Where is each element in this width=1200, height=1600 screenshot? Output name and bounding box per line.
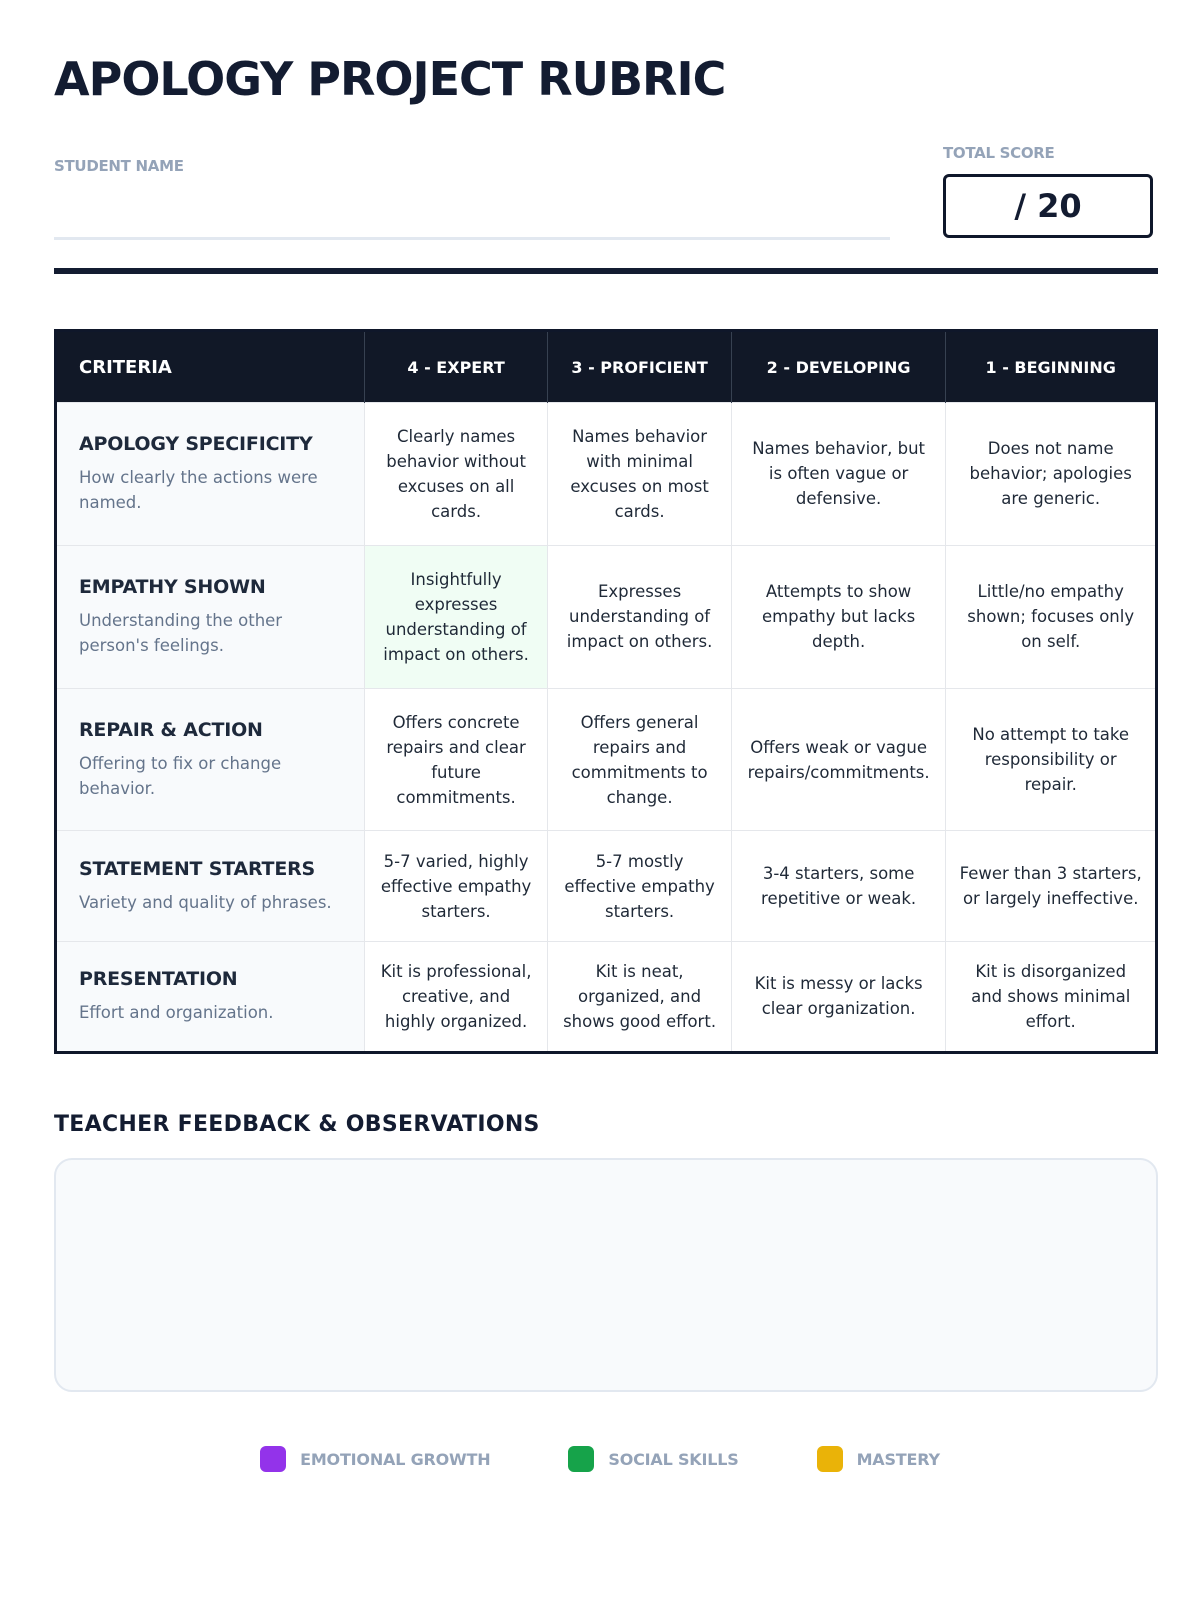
- rubric-row-apology-specificity: [56, 403, 1157, 546]
- criteria-cell: [56, 688, 365, 831]
- legend-item-emotional-growth: [260, 1446, 490, 1472]
- column-header-criteria: CRITERIA: [56, 331, 365, 403]
- criteria-description: Offering to fix or change behavior.: [79, 754, 282, 799]
- level-cell-expert[interactable]: Kit is professional, creative, and highly organized.: [364, 941, 548, 1052]
- header-divider: [54, 268, 1158, 274]
- legend-item-mastery: [817, 1446, 940, 1472]
- level-cell-expert[interactable]: Clearly names behavior without excuses on all cards.: [364, 403, 548, 546]
- criteria-cell: [56, 831, 365, 941]
- column-header-developing: 2 - DEVELOPING: [731, 331, 946, 403]
- level-cell-beginning[interactable]: Fewer than 3 starters, or largely ineffective.: [946, 831, 1157, 941]
- rubric-header-row: [56, 331, 1157, 403]
- level-cell-expert-selected[interactable]: Insightfully expresses understanding of impact on others.: [364, 545, 548, 688]
- criteria-description: Effort and organization.: [79, 1003, 274, 1023]
- column-header-proficient: 3 - PROFICIENT: [548, 331, 732, 403]
- level-cell-proficient[interactable]: Kit is neat, organized, and shows good effort.: [548, 941, 732, 1052]
- legend-swatch-purple: [260, 1446, 286, 1472]
- criteria-cell: [56, 941, 365, 1052]
- column-header-expert: 4 - EXPERT: [364, 331, 548, 403]
- level-cell-developing[interactable]: Offers weak or vague repairs/commitments.: [731, 688, 946, 831]
- total-score-value: / 20: [1014, 187, 1082, 225]
- legend-swatch-yellow: [817, 1446, 843, 1472]
- feedback-title: TEACHER FEEDBACK & OBSERVATIONS: [54, 1112, 540, 1137]
- student-name-label: STUDENT NAME: [54, 157, 184, 175]
- rubric-row-presentation: [56, 941, 1157, 1052]
- column-header-beginning: 1 - BEGINNING: [946, 331, 1157, 403]
- level-cell-developing[interactable]: 3-4 starters, some repetitive or weak.: [731, 831, 946, 941]
- legend-label: EMOTIONAL GROWTH: [300, 1449, 491, 1469]
- criteria-name: STATEMENT STARTERS: [79, 858, 316, 881]
- level-cell-proficient[interactable]: 5-7 mostly effective empathy starters.: [548, 831, 732, 941]
- level-cell-beginning[interactable]: Does not name behavior; apologies are generic.: [946, 403, 1157, 546]
- criteria-name: REPAIR & ACTION: [79, 719, 263, 742]
- level-cell-developing[interactable]: Names behavior, but is often vague or defensive.: [731, 403, 946, 546]
- legend-item-social-skills: [568, 1446, 738, 1472]
- criteria-name: EMPATHY SHOWN: [79, 576, 266, 599]
- level-cell-proficient[interactable]: Names behavior with minimal excuses on most cards.: [548, 403, 732, 546]
- level-cell-proficient[interactable]: Expresses understanding of impact on others.: [548, 545, 732, 688]
- rubric-table: [54, 329, 1158, 1054]
- criteria-description: Variety and quality of phrases.: [79, 893, 332, 913]
- rubric-row-statement-starters: [56, 831, 1157, 941]
- level-cell-developing[interactable]: Attempts to show empathy but lacks depth.: [731, 545, 946, 688]
- criteria-name: PRESENTATION: [79, 968, 238, 991]
- criteria-cell: [56, 545, 365, 688]
- total-score-label: TOTAL SCORE: [943, 144, 1055, 162]
- legend-label: SOCIAL SKILLS: [608, 1449, 739, 1469]
- feedback-textarea[interactable]: [54, 1158, 1158, 1392]
- legend: [0, 1446, 1200, 1472]
- legend-swatch-green: [568, 1446, 594, 1472]
- criteria-description: How clearly the actions were named.: [79, 468, 318, 513]
- level-cell-proficient[interactable]: Offers general repairs and commitments to change.: [548, 688, 732, 831]
- page-title: APOLOGY PROJECT RUBRIC: [54, 52, 726, 106]
- legend-label: MASTERY: [856, 1449, 940, 1469]
- rubric-row-repair-action: [56, 688, 1157, 831]
- level-cell-developing[interactable]: Kit is messy or lacks clear organization.: [731, 941, 946, 1052]
- level-cell-beginning[interactable]: Little/no empathy shown; focuses only on self.: [946, 545, 1157, 688]
- total-score-box[interactable]: [943, 174, 1153, 238]
- level-cell-beginning[interactable]: Kit is disorganized and shows minimal effort.: [946, 941, 1157, 1052]
- student-name-field[interactable]: [54, 237, 890, 240]
- level-cell-expert[interactable]: 5-7 varied, highly effective empathy starters.: [364, 831, 548, 941]
- criteria-cell: [56, 403, 365, 546]
- criteria-description: Understanding the other person's feelings.: [79, 611, 283, 656]
- level-cell-beginning[interactable]: No attempt to take responsibility or repair.: [946, 688, 1157, 831]
- rubric-row-empathy-shown: [56, 545, 1157, 688]
- criteria-name: APOLOGY SPECIFICITY: [79, 433, 313, 456]
- level-cell-expert[interactable]: Offers concrete repairs and clear future commitments.: [364, 688, 548, 831]
